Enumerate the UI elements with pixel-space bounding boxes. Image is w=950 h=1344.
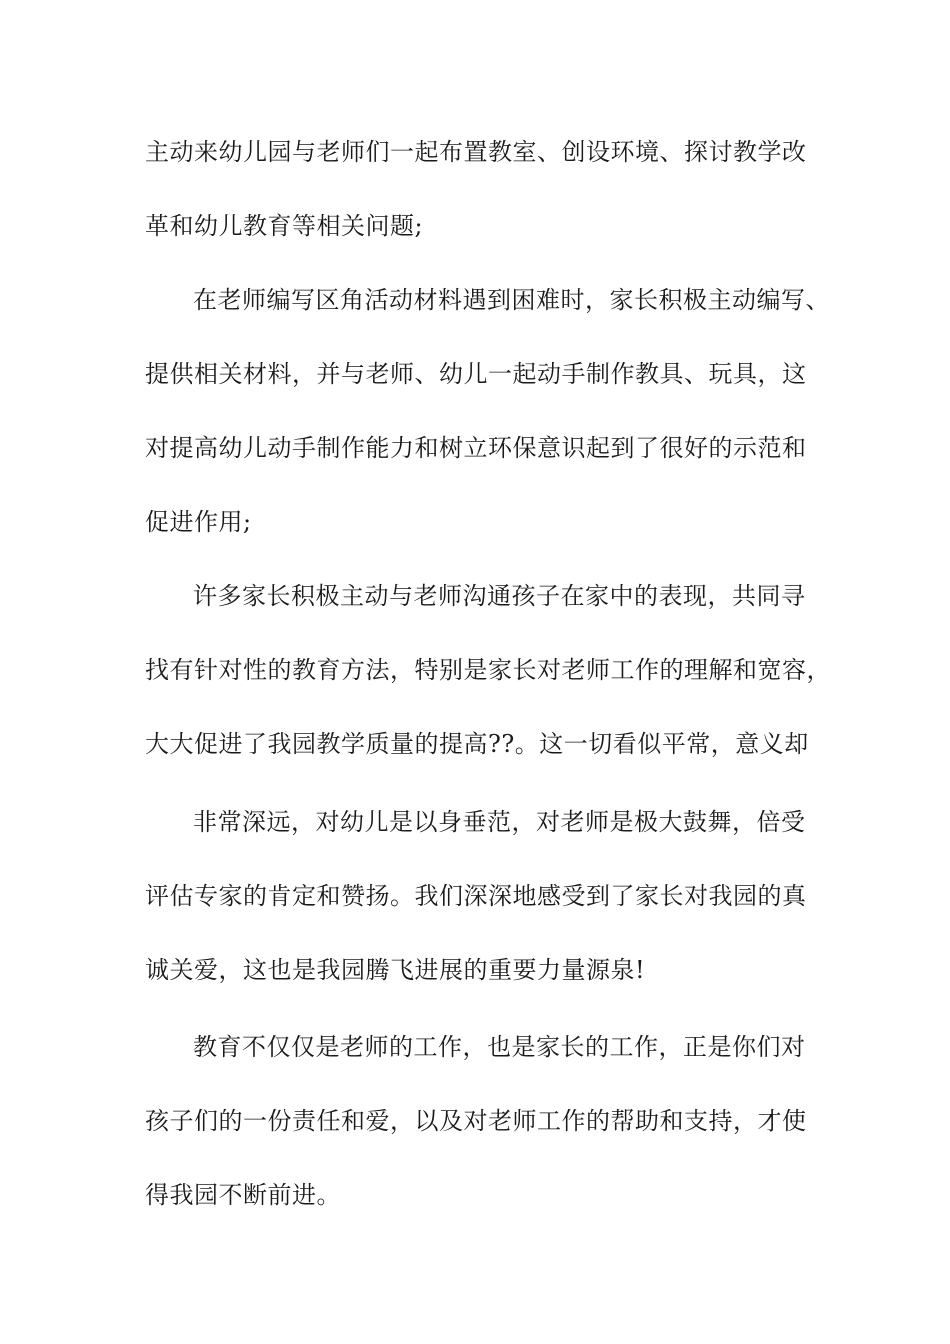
paragraph-line: 许多家长积极主动与老师沟通孩子在家中的表现，共同寻 [193,582,806,610]
paragraph-line: 找有针对性的教育方法，特别是家长对老师工作的理解和宽容， [145,656,831,684]
paragraph-line: 诚关爱，这也是我园腾飞进展的重要力量源泉! [145,956,646,984]
paragraph-line: 促进作用; [145,508,252,536]
paragraph-line: 得我园不断前进。 [145,1181,341,1209]
paragraph-line: 评估专家的肯定和赞扬。我们深深地感受到了家长对我园的真 [145,882,807,910]
paragraph-line: 革和幼儿教育等相关问题; [145,212,424,240]
paragraph-line: 在老师编写区角活动材料遇到困难时，家长积极主动编写、 [193,286,830,314]
paragraph-line: 提供相关材料，并与老师、幼儿一起动手制作教具、玩具，这 [145,360,807,388]
paragraph-line: 孩子们的一份责任和爱，以及对老师工作的帮助和支持，才使 [145,1107,807,1135]
paragraph-line: 对提高幼儿动手制作能力和树立环保意识起到了很好的示范和 [145,434,807,462]
paragraph-line: 大大促进了我园教学质量的提高??。这一切看似平常，意义却 [145,730,809,758]
paragraph-line: 主动来幼儿园与老师们一起布置教室、创设环境、探讨教学改 [145,138,807,166]
paragraph-line: 非常深远，对幼儿是以身垂范，对老师是极大鼓舞，倍受 [193,808,806,836]
paragraph-line: 教育不仅仅是老师的工作，也是家长的工作，正是你们对 [193,1033,806,1061]
